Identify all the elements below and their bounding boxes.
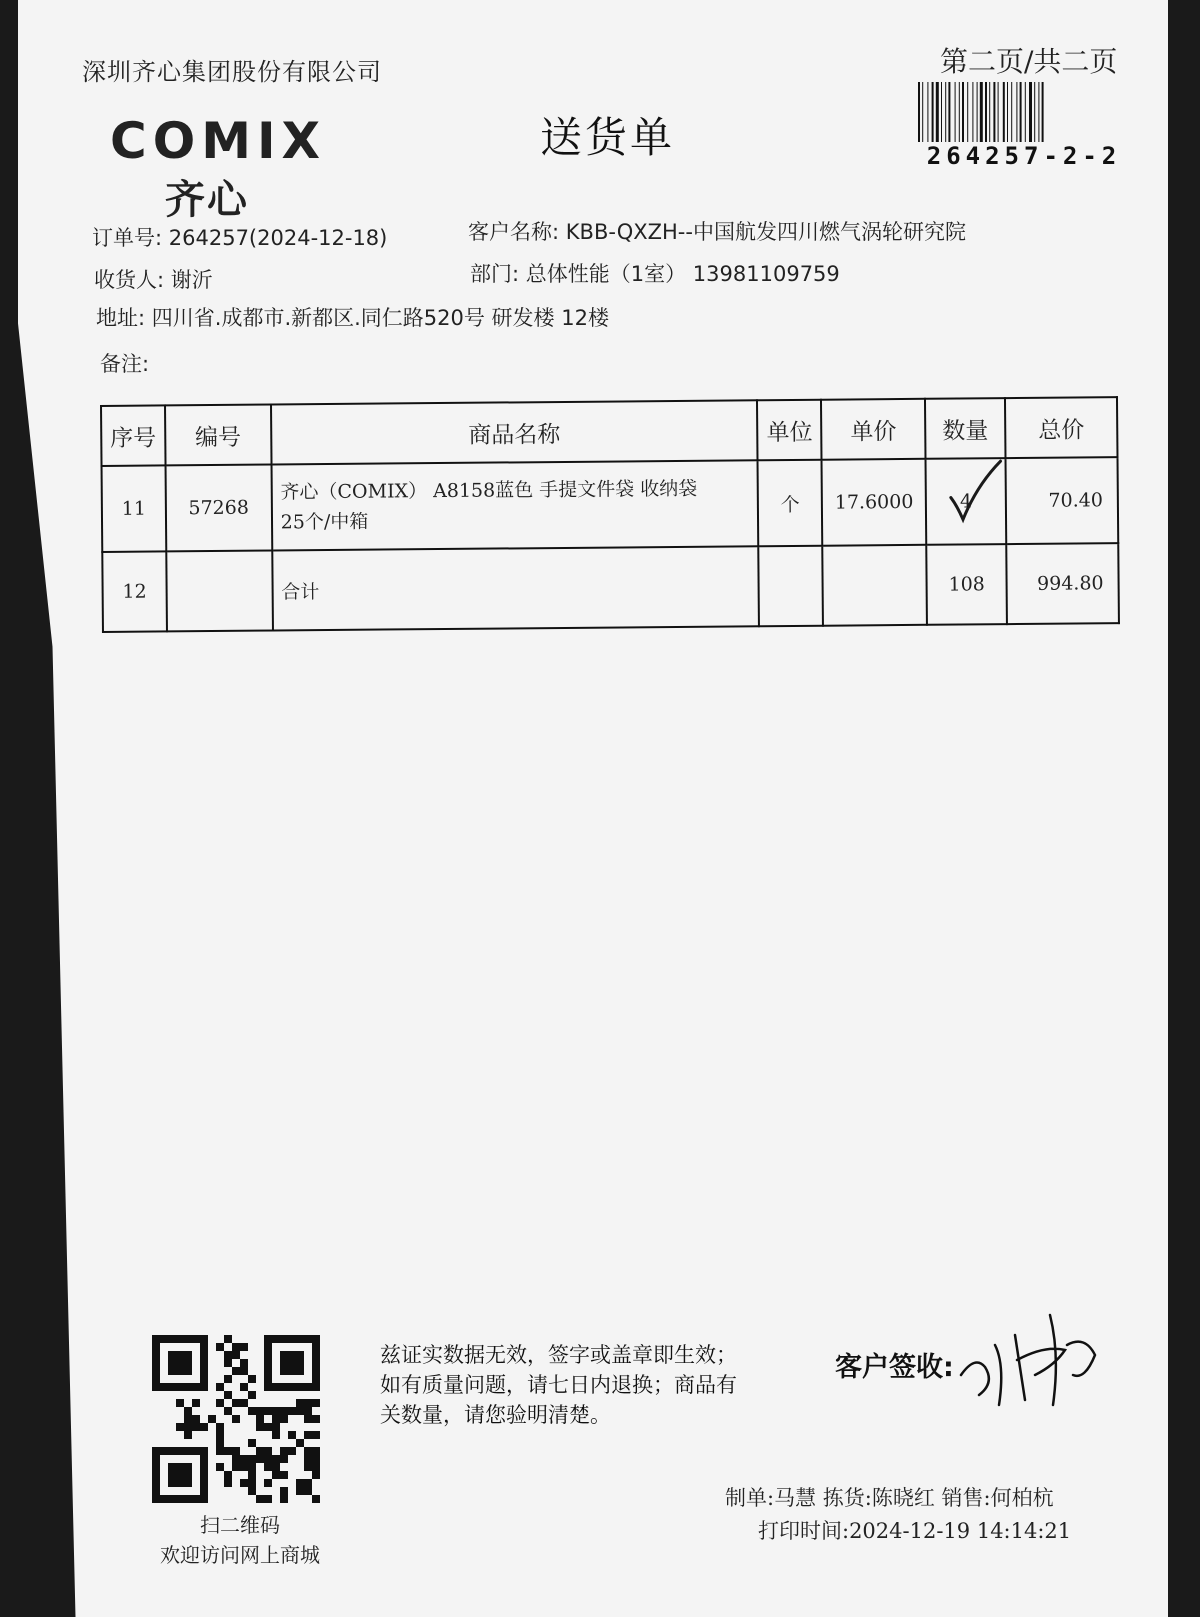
item-name-line1: 齐心（COMIX） A8158蓝色 手提文件袋 收纳袋 [280,477,698,504]
receiver [94,264,213,294]
qr-caption [140,1510,340,1570]
cell-total: 994.80 [1006,543,1119,624]
customer-label: 客户名称: [468,220,560,244]
cell-qty: 108 [926,544,1007,625]
table-row [102,457,1119,552]
address-value: 四川省.成都市.新都区.同仁路520号 研发楼 12楼 [151,306,609,330]
address [96,302,609,332]
qr-caption-line1: 扫二维码 [200,1513,280,1537]
dept-value: 总体性能（1室） 13981109759 [525,262,840,286]
address-label: 地址: [96,306,146,330]
department [470,258,840,288]
col-header-price: 单价 [821,399,925,460]
cell-unit: 个 [758,460,823,547]
qixin-logo: 齐心 [165,177,249,223]
cell-price: 17.6000 [822,459,927,546]
col-header-code: 编号 [165,405,271,466]
col-header-qty: 数量 [925,398,1005,459]
cell-name [271,460,758,550]
cell-seq: 11 [102,465,167,552]
order-label: 订单号: [92,226,163,250]
print-time: 打印时间:2024-12-19 14:14:21 [758,1519,1072,1543]
cell-qty [926,458,1007,545]
qty-value: 4 [959,490,973,513]
notice-text: 兹证实数据无效，签字或盖章即生效；如有质量问题，请七日内退换；商品有关数量，请您验明清楚。 [380,1343,737,1427]
customer-value: KBB-QXZH--中国航发四川燃气涡轮研究院 [565,220,966,244]
table-header-row [101,397,1117,466]
qr-code [152,1335,320,1503]
qr-caption-line2: 欢迎访问网上商城 [160,1543,320,1567]
barcode [918,82,1128,142]
cell-unit [759,546,824,627]
signature [955,1305,1105,1415]
page-indicator: 第二页/共二页 [940,45,1118,78]
barcode-number: 264257-2-2 [926,142,1122,170]
item-name-line2: 25个/中箱 [280,510,369,534]
cell-total: 70.40 [1006,457,1119,544]
table-row [102,543,1119,632]
dept-label: 部门: [470,262,520,286]
receiver-label: 收货人: [94,268,165,292]
col-header-total: 总价 [1005,397,1117,458]
order-number [92,222,387,252]
items-table [100,396,1120,633]
customer-signature-label: 客户签收: [835,1352,954,1383]
col-header-seq: 序号 [101,405,165,466]
cell-seq: 12 [102,551,167,632]
company-name: 深圳齐心集团股份有限公司 [82,58,382,86]
comix-logo: COMIX [110,112,327,170]
col-header-name: 商品名称 [271,400,758,464]
col-header-unit: 单位 [757,400,821,461]
document-title: 送货单 [540,113,676,162]
cell-code: 57268 [165,465,272,552]
cell-price [823,545,928,626]
cell-code [166,551,273,632]
remark-label: 备注: [100,352,150,376]
cell-name: 合计 [272,546,759,630]
staff-info: 制单:马慧 拣货:陈晓红 销售:何柏杭 [725,1486,1054,1510]
receiver-value: 谢沂 [170,268,213,292]
check-mark-icon [947,457,1008,528]
remark [100,348,149,378]
customer-name [468,216,966,246]
order-value: 264257(2024-12-18) [168,226,388,250]
